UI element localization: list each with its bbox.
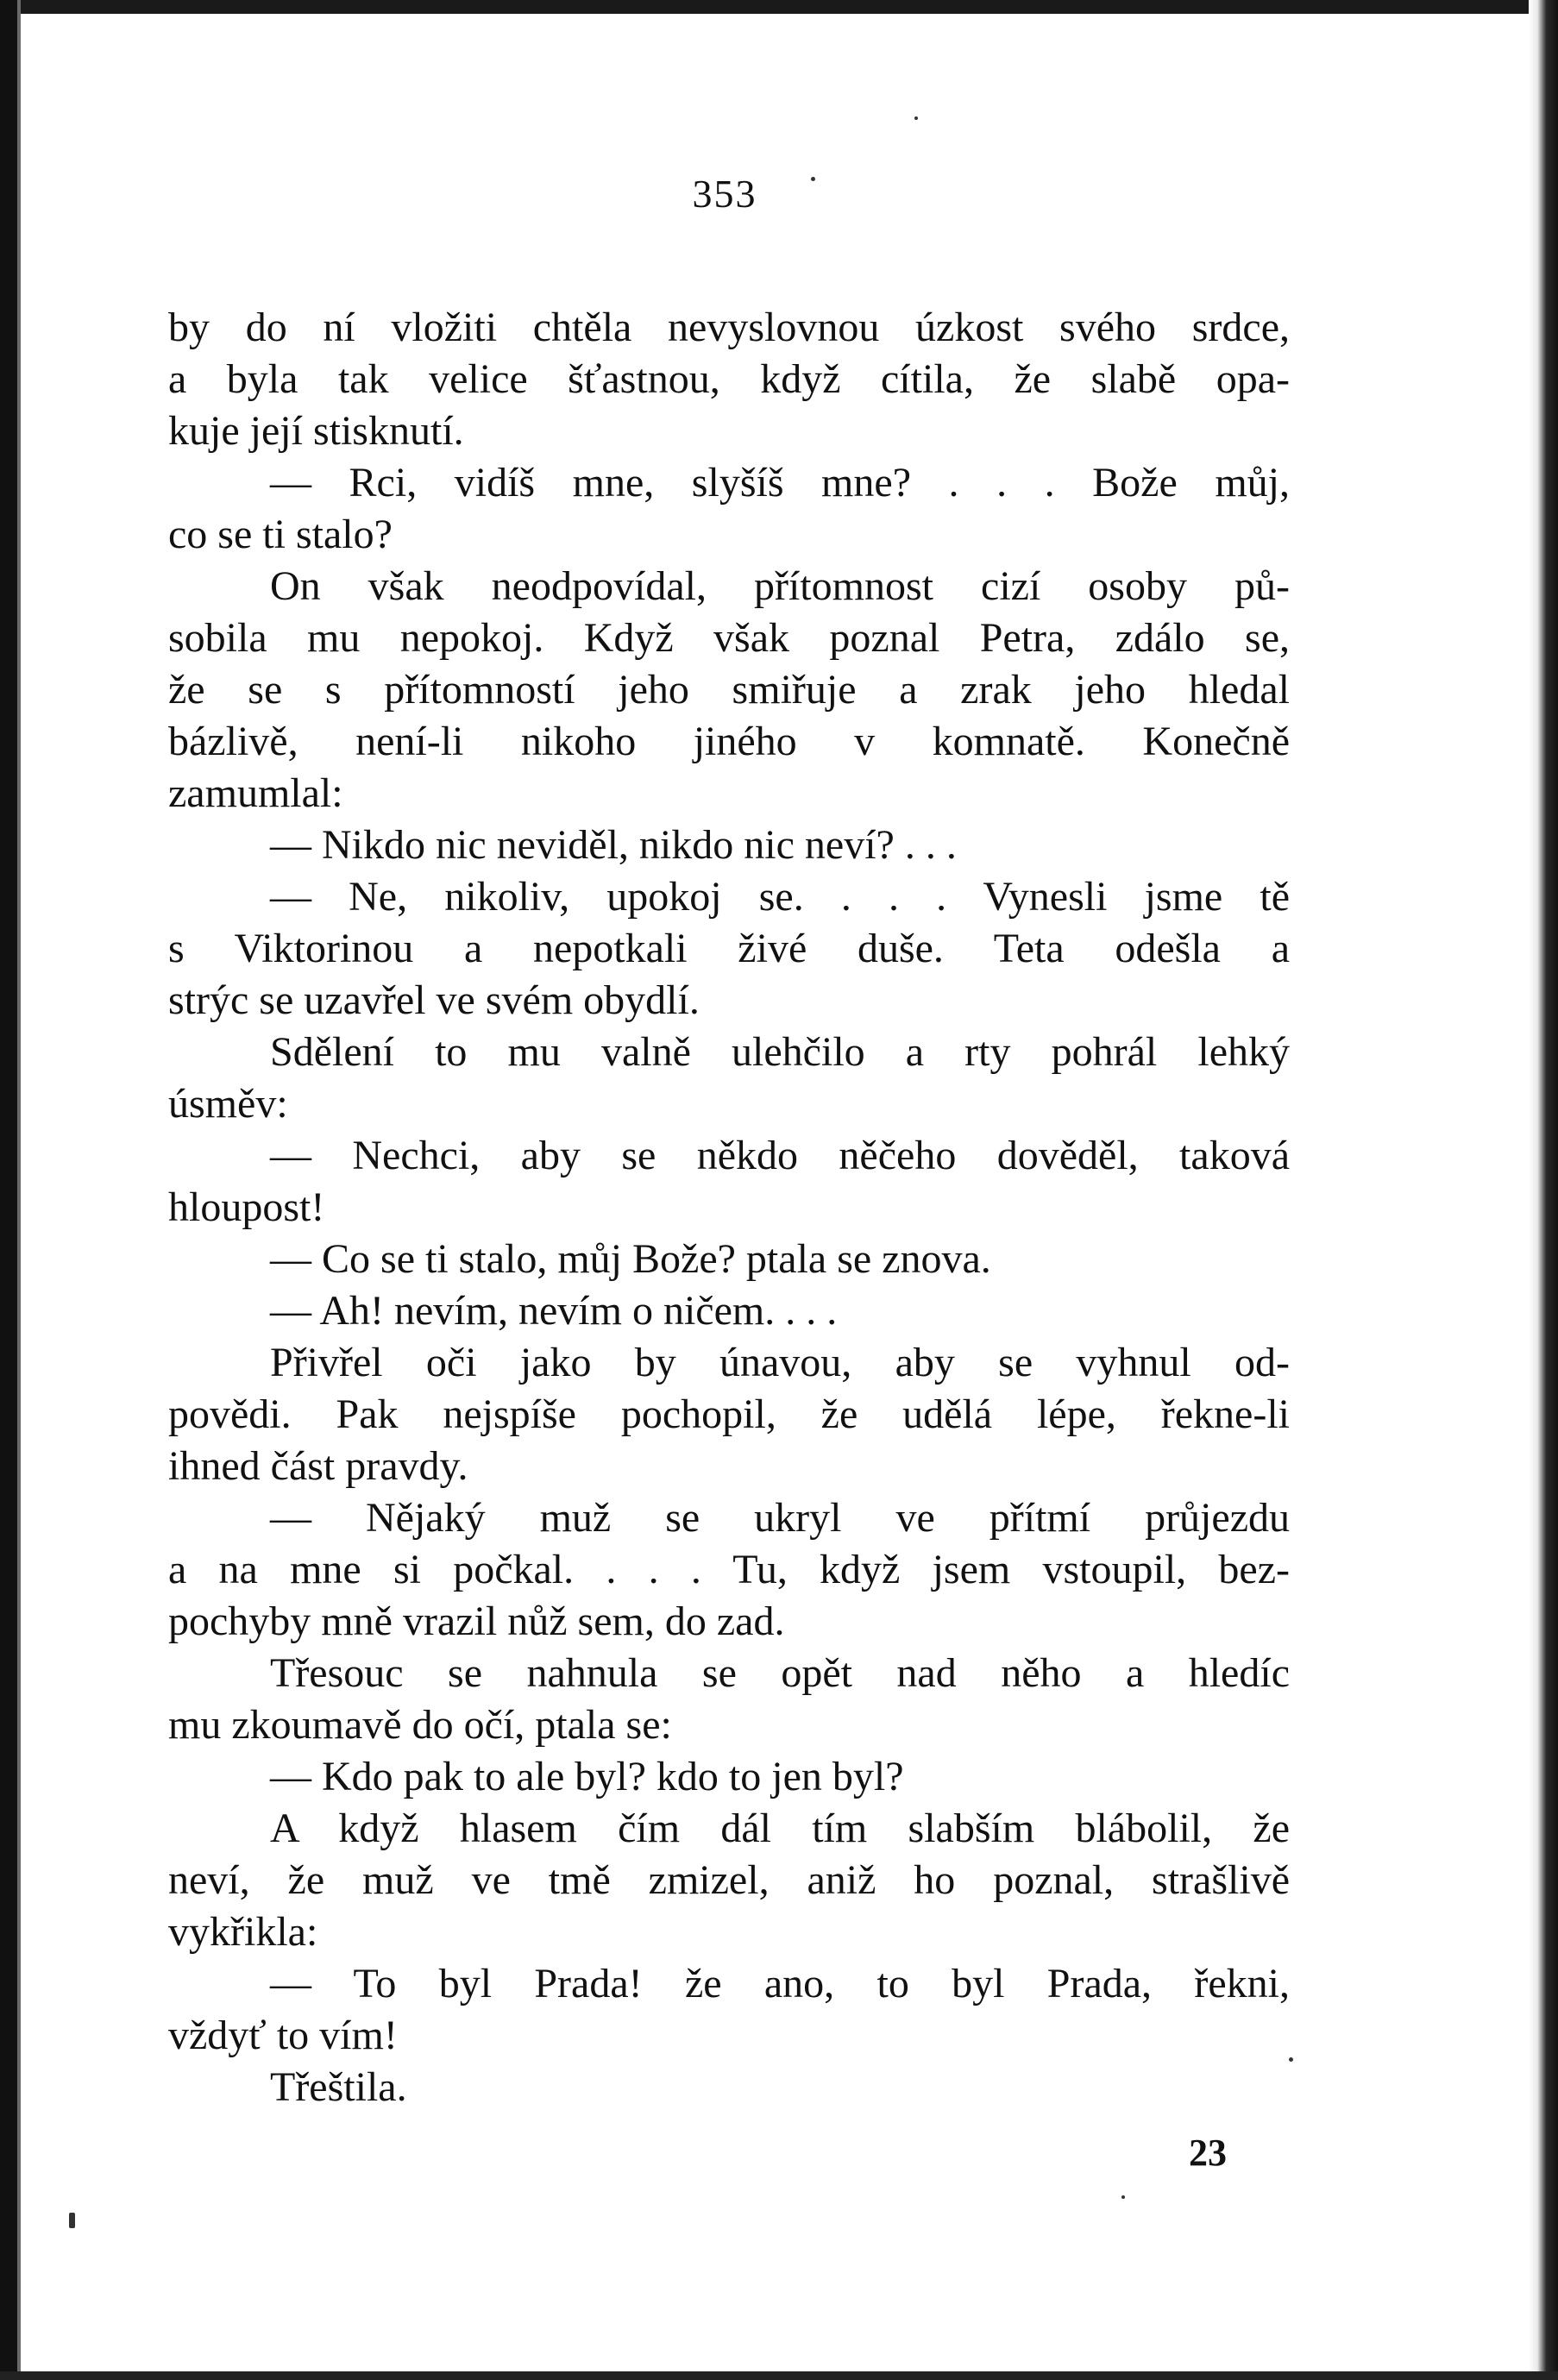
text-line: — Co se ti stalo, můj Bože? ptala se znova. bbox=[270, 1236, 991, 1282]
scan-edge-left bbox=[0, 0, 17, 2380]
text-line: s Viktorinou a nepotkali živé duše. Teta odešla a bbox=[168, 926, 1290, 971]
text-line: pochyby mně vrazil nůž sem, do zad. bbox=[168, 1598, 785, 1644]
text-line: by do ní vložiti chtěla nevyslovnou úzkost svého srdce, bbox=[168, 305, 1290, 350]
scan-edge-top bbox=[0, 0, 1558, 14]
text-line: Třeštila. bbox=[270, 2064, 407, 2110]
scan-speck bbox=[1289, 2057, 1293, 2062]
text-line: povědi. Pak nejspíše pochopil, že udělá lépe, řekne-li bbox=[168, 1391, 1290, 1437]
scan-speck bbox=[69, 2213, 75, 2228]
text-line: — Nechci, aby se někdo něčeho dověděl, taková bbox=[270, 1133, 1290, 1178]
text-line: hloupost! bbox=[168, 1184, 325, 1230]
text-line: — Ne, nikoliv, upokoj se. . . . Vynesli jsme tě bbox=[270, 874, 1290, 920]
text-line: strýc se uzavřel ve svém obydlí. bbox=[168, 977, 700, 1023]
scan-edge-right bbox=[1529, 0, 1558, 2380]
scan-edge-bottom bbox=[0, 2371, 1558, 2380]
text-line: bázlivě, není-li nikoho jiného v komnatě. Konečně bbox=[168, 719, 1290, 764]
text-line: — Nikdo nic neviděl, nikdo nic neví? . . . bbox=[270, 822, 957, 868]
text-line: — Rci, vidíš mne, slyšíš mne? . . . Bože můj, bbox=[270, 460, 1290, 506]
text-line: vždyť to vím! bbox=[168, 2013, 398, 2058]
text-line: sobila mu nepokoj. Když však poznal Petra, zdálo se, bbox=[168, 615, 1290, 661]
text-line: neví, že muž ve tmě zmizel, aniž ho poznal, strašlivě bbox=[168, 1857, 1290, 1903]
text-line: A když hlasem čím dál tím slabším blábolil, že bbox=[270, 1805, 1290, 1851]
scan-speck bbox=[811, 177, 815, 181]
scan-speck bbox=[1121, 2195, 1125, 2199]
text-line: Sdělení to mu valně ulehčilo a rty pohrál lehký bbox=[270, 1029, 1290, 1075]
body-text bbox=[168, 302, 1290, 2113]
page-number: 353 bbox=[692, 172, 757, 216]
text-line: — Nějaký muž se ukryl ve přítmí průjezdu bbox=[270, 1495, 1290, 1541]
text-line: že se s přítomností jeho smiřuje a zrak jeho hledal bbox=[168, 667, 1290, 713]
scan-speck bbox=[914, 116, 918, 120]
text-line: ihned část pravdy. bbox=[168, 1443, 468, 1489]
text-line: — Ah! nevím, nevím o ničem. . . . bbox=[270, 1288, 838, 1334]
signature-mark: 23 bbox=[1189, 2132, 1227, 2174]
text-line: a byla tak velice šťastnou, když cítila, že slabě opa- bbox=[168, 356, 1290, 402]
text-line: mu zkoumavě do očí, ptala se: bbox=[168, 1702, 672, 1748]
text-line: kuje její stisknutí. bbox=[168, 408, 464, 454]
text-line: zamumlal: bbox=[168, 770, 343, 816]
text-line: — Kdo pak to ale byl? kdo to jen byl? bbox=[270, 1754, 904, 1799]
text-line: Přivřel oči jako by únavou, aby se vyhnul od- bbox=[270, 1340, 1290, 1385]
text-line: co se ti stalo? bbox=[168, 512, 393, 557]
scan-edge-left-inner bbox=[17, 0, 21, 2380]
text-line: vykřikla: bbox=[168, 1909, 318, 1955]
text-line: úsměv: bbox=[168, 1081, 288, 1127]
text-line: — To byl Prada! že ano, to byl Prada, řekni, bbox=[270, 1961, 1290, 2006]
text-line: Třesouc se nahnula se opět nad něho a hledíc bbox=[270, 1650, 1290, 1696]
text-line: On však neodpovídal, přítomnost cizí osoby pů- bbox=[270, 563, 1290, 609]
text-line: a na mne si počkal. . . . Tu, když jsem vstoupil, bez- bbox=[168, 1547, 1290, 1592]
